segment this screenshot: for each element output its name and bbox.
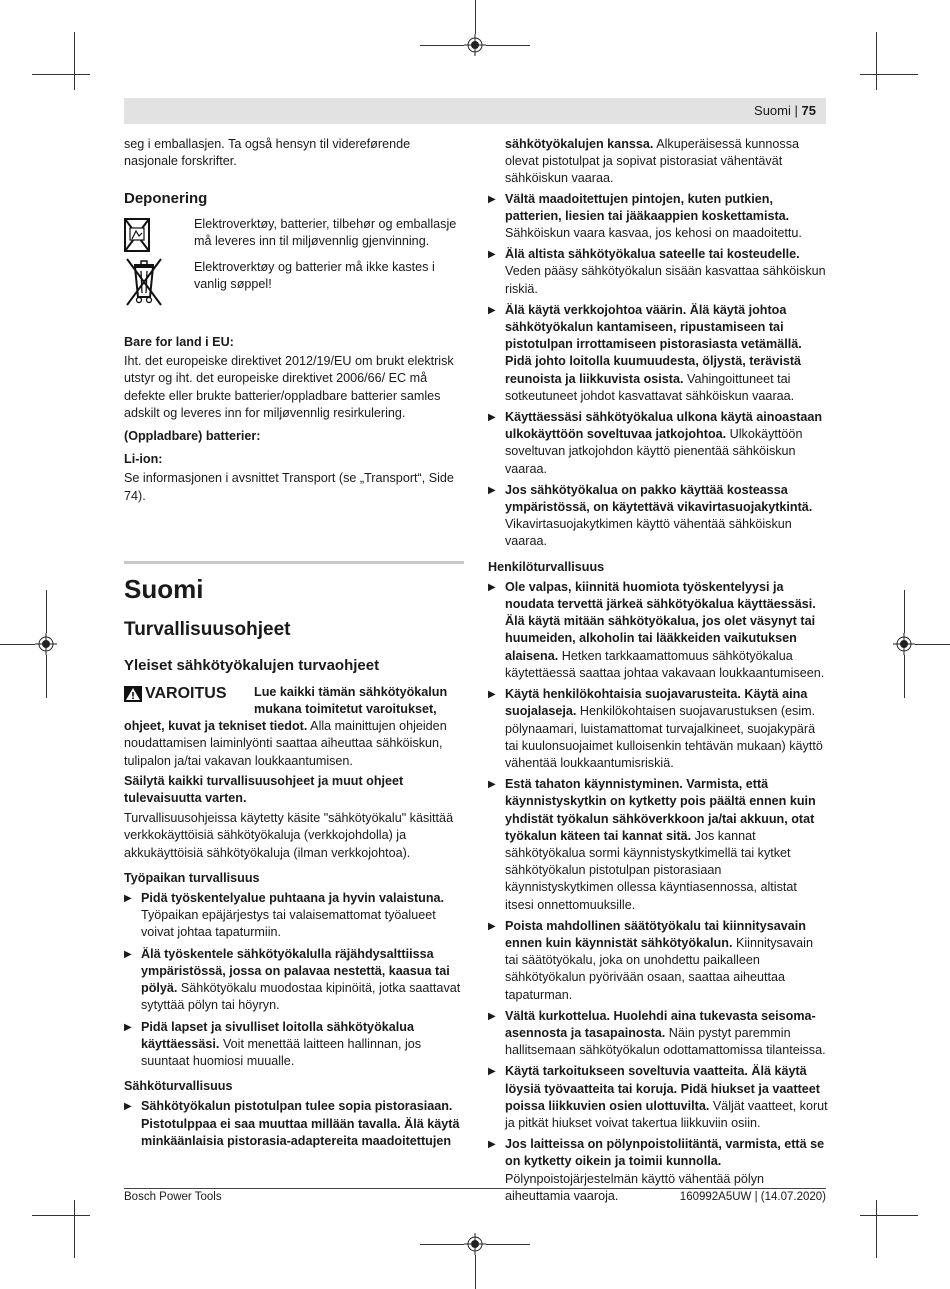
kasite-text: Turvallisuusohjeissa käytetty käsite "sähkötyökalu" käsittää verkkokäyttöisiä sähkötyökaluja (verkkojohdolla) ja akkukäyttöisiä sähkötyökaluja (ilman verkkojohtoa).	[124, 811, 454, 860]
henkilo-heading: Henkilöturvallisuus	[488, 559, 605, 574]
warning-bold-text: Lue kaikki tämän sähkötyökalun mukana toimitetut varoitukset, ohjeet, kuvat ja tekniset tiedot.	[124, 684, 448, 734]
crop-mark	[860, 1215, 918, 1216]
page-header-text	[754, 103, 816, 118]
crop-mark	[486, 45, 530, 46]
crop-mark	[46, 655, 47, 698]
section-divider	[124, 561, 464, 564]
crop-mark	[475, 1255, 476, 1289]
warning-label: VAROITUS	[145, 684, 227, 702]
list-item: ▶ Käytä henkilökohtaisia suojavarusteita. Käytä aina suojalaseja. Henkilökohtaisen suojavarustuksen (esim. pölynaamari, luistamattomat turvajalkineet, suojakypärä tai kuulonsuojaimet kulloisenkin tehtävän mukaan) käyttö vähentää loukkaantumisriskiä.	[488, 686, 828, 772]
list-item: ▶ Vältä maadoitettujen pintojen, kuten putkien, patterien, liesien tai jääkaappien koskettamista. Sähköiskun vaara kasvaa, jos kehosi on maadoitettu.	[488, 191, 828, 243]
list-item: ▶ Älä käytä verkkojohtoa väärin. Älä käytä johtoa sähkötyökalun kantamiseen, ripustamiseen tai pistotulpan irrottamiseen pistorasiasta vetämällä. Pidä johto loitolla kuumuudesta, öljystä, terävistä reunoista ja liikkuvista osista. Vahingoittuneet tai sotkeutuneet johdot kasvattavat sähköiskun vaaraa.	[488, 302, 828, 405]
registration-mark-icon	[35, 633, 57, 655]
footer-brand: Bosch Power Tools	[124, 1191, 222, 1203]
list-item: ▶ Estä tahaton käynnistyminen. Varmista, että käynnistyskytkin on kytketty pois päältä ennen kuin yhdistät työkalun sähköverkkoon ja/tai akkuun, otat työkalun käteen tai kannat sitä. Jos kannat sähkötyökalua sormi käynnistyskytkimellä tai kytket sähkötyökalun pistotulpan pistorasiaan käynnistyskytkimen ollessa käyntiasennossa, altistat itsesi onnettomuuksille.	[488, 776, 828, 914]
registration-mark-icon	[464, 1233, 486, 1255]
footer-divider	[124, 1188, 826, 1189]
continued-item: sähkötyökalujen kanssa. Alkuperäisessä kunnossa olevat pistotulpat ja sopivat pistorasiat vähentävät sähköiskun vaaraa.	[505, 137, 800, 186]
crossed-bin-icon	[124, 255, 164, 307]
registration-mark-icon	[464, 34, 486, 56]
deponering-row-2	[124, 259, 464, 312]
crop-mark	[904, 590, 905, 633]
crop-mark	[420, 45, 464, 46]
crop-mark	[32, 1215, 90, 1216]
list-item: ▶ Sähkötyökalun pistotulpan tulee sopia pistorasiaan. Pistotulppaa ei saa muuttaa millään tavalla. Älä käytä minkäänlaisia pistorasia-adaptereita maadoitettujen	[124, 1098, 464, 1150]
list-item: ▶ Ole valpas, kiinnitä huomiota työskentelyysi ja noudata tervettä järkeä sähkötyökalua käyttäessäsi. Älä käytä mitään sähkötyökalua, jos olet väsynyt tai huumeiden, alkoholin tai lääkkeiden vaikutuksen alaisena. Hetken tarkkaamattomuus sähkötyökalua käytettäessä saattaa johtaa vakavaan loukkaantumiseen.	[488, 579, 828, 682]
crop-mark	[74, 1200, 75, 1258]
header-separator: |	[794, 103, 798, 118]
list-item: ▶ Pidä työskentelyalue puhtaana ja hyvin valaistuna. Työpaikan epäjärjestys tai valaisemattomat työalueet voivat johtaa tapaturmiin.	[124, 890, 464, 942]
crop-mark	[475, 0, 476, 34]
list-item: ▶ Käytä tarkoitukseen soveltuvia vaatteita. Älä käytä löysiä työvaatteita tai koruja. Pidä hiukset ja vaatteet poissa liikkuvien osien ulottuvilta. Väljät vaatteet, korut ja pitkät hiukset voivat takertua liikkuviin osiin.	[488, 1063, 828, 1132]
header-language: Suomi	[754, 103, 791, 118]
intro-text: seg i emballasjen. Ta også hensyn til videreførende nasjonale forskrifter.	[124, 137, 411, 169]
deponering-text-1: Elektroverktøy, batterier, tilbehør og emballasje må leveres inn til miljøvennlig gjenvinning.	[194, 216, 457, 248]
list-item: ▶ Poista mahdollinen säätötyökalu tai kiinnitysavain ennen kuin käynnistät sähkötyökalun. Kiinnitysavain tai säätötyökalu, joka on unohdettu paikalleen sähkötyökalun pyörivään osaan, saattaa aiheuttaa tapaturman.	[488, 918, 828, 1004]
sailyta-text: Säilytä kaikki turvallisuusohjeet ja muut ohjeet tulevaisuutta varten.	[124, 773, 404, 806]
warning-badge	[124, 684, 242, 704]
list-item: ▶ Vältä kurkottelua. Huolehdi aina tukevasta seisoma-asennosta ja tasapainosta. Näin pystyt paremmin hallitsemaan sähkötyökalun odottamattomissa tilanteissa.	[488, 1008, 828, 1060]
recycle-box-icon	[124, 218, 150, 252]
registration-mark-icon	[893, 633, 915, 655]
eu-text: Iht. det europeiske direktivet 2012/19/EU om brukt elektrisk utstyr og iht. det europeiske direktivet 2006/66/ EC må defekte eller brukte batterier/oppladbare batterier samles adskilt og leveres inn for miljøvennlig resirkulering.	[124, 354, 454, 420]
sahko-heading: Sähköturvallisuus	[124, 1079, 233, 1094]
list-item: ▶ Käyttäessäsi sähkötyökalua ulkona käytä ainoastaan ulkokäyttöön soveltuvaa jatkojohtoa. Ulkokäyttöön soveltuvan jatkojohdon käyttö pienentää sähköiskun vaaraa.	[488, 409, 828, 478]
crop-mark	[860, 74, 918, 75]
eu-heading: Bare for land i EU:	[124, 335, 234, 350]
subsection-title-yleiset: Yleiset sähkötyökalujen turvaohjeet	[124, 656, 380, 674]
footer-docid: 160992A5UW | (14.07.2020)	[679, 1191, 826, 1203]
liion-text: Se informasjonen i avsnittet Transport (se „Transport“, Side 74).	[124, 471, 454, 503]
liion-heading: Li-ion:	[124, 452, 163, 467]
list-item: ▶ Älä altista sähkötyökalua sateelle tai kosteudelle. Veden pääsy sähkötyökalun sisään kasvattaa sähköiskun riskiä.	[488, 246, 828, 298]
crop-mark	[420, 1244, 464, 1245]
list-item: ▶ Älä työskentele sähkötyökalulla räjähdysalttiissa ympäristössä, jossa on palavaa nestettä, kaasua tai pölyä. Sähkötyökalu muodostaa kipinöitä, jotka saattavat sytyttää pölyn tai höyryn.	[124, 946, 464, 1015]
battery-heading: (Oppladbare) batterier:	[124, 429, 261, 444]
crop-mark	[904, 655, 905, 698]
left-column	[124, 136, 464, 1154]
deponering-row-1	[124, 216, 464, 257]
list-item: ▶ Jos laitteissa on pölynpoistoliitäntä, varmista, että se on kytketty oikein ja toimii kunnolla. Pölynpoistojärjestelmän käyttö vähentää pölyn aiheuttamia vaaroja.	[488, 1136, 828, 1205]
tyopaikka-heading: Työpaikan turvallisuus	[124, 870, 260, 885]
crop-mark	[0, 644, 35, 645]
deponering-text-2: Elektroverktøy og batterier må ikke kastes i vanlig søppel!	[194, 259, 435, 292]
deponering-heading: Deponering	[124, 190, 208, 208]
crop-mark	[486, 1244, 530, 1245]
list-item: ▶ Pidä lapset ja sivulliset loitolla sähkötyökalua käyttäessäsi. Voit menettää laitteen hallinnan, jos suuntaat huomiosi muualle.	[124, 1019, 464, 1071]
section-title-suomi: Suomi	[124, 573, 204, 604]
crop-mark	[876, 1200, 877, 1258]
crop-mark	[74, 32, 75, 90]
right-column	[488, 136, 828, 1209]
crop-mark	[32, 74, 90, 75]
crop-mark	[46, 590, 47, 633]
crop-mark	[915, 644, 950, 645]
page-header	[124, 98, 826, 124]
page-number: 75	[801, 103, 816, 118]
list-item: ▶ Jos sähkötyökalua on pakko käyttää kosteassa ympäristössä, on käytettävä vikavirtasuojakytkintä. Vikavirtasuojakytkimen käyttö vähentää sähköiskun vaaraa.	[488, 482, 828, 551]
warning-block	[124, 684, 464, 770]
crop-mark	[876, 32, 877, 90]
warning-triangle-icon	[124, 686, 142, 702]
warning-text: Alla mainittujen ohjeiden noudattamisen laiminlyönti saattaa aiheuttaa sähköiskun, tulipalon ja/tai vakavan loukkaantumisen.	[124, 719, 447, 768]
section-title-turvallisuusohjeet: Turvallisuusohjeet	[124, 618, 291, 640]
